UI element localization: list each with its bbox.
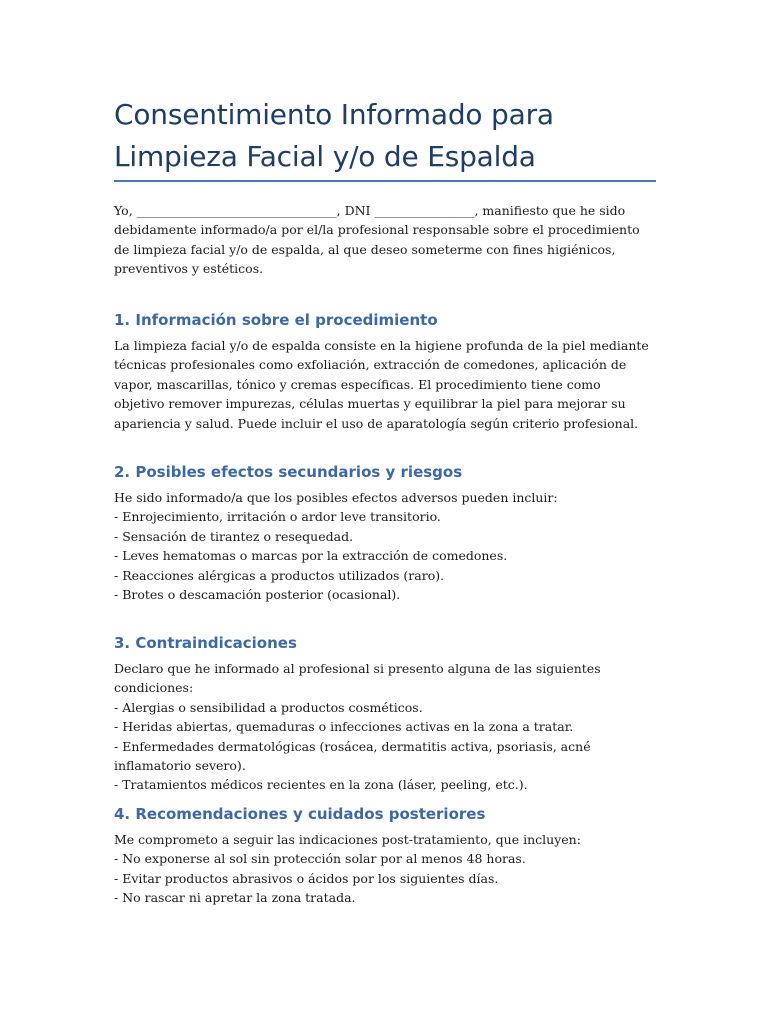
section-paragraph: La limpieza facial y/o de espalda consiste en la higiene profunda de la piel mediante técnicas profesionales como exfoliación, extracción de comedones, aplicación de vapor, mascarillas, tónico y cremas específicas. El procedimiento tiene como objetivo remover impurezas, células muertas y equilibrar la piel para mejorar su apariencia y salud. Puede incluir el uso de aparatología según criterio profesional. [114,338,649,431]
list-item: - Evitar productos abrasivos o ácidos por los siguientes días. [114,870,499,886]
list-item: - Brotes o descamación posterior (ocasional). [114,587,401,603]
list-item: - No rascar ni apretar la zona tratada. [114,890,356,906]
section-procedure-info [114,310,654,433]
section-list [114,488,654,604]
section-list [114,659,654,795]
list-item: He sido informado/a que los posibles efectos adversos pueden incluir: [114,490,558,505]
list-item: - No exponerse al sol sin protección solar por al menos 48 horas. [114,851,526,867]
title-divider [114,180,656,182]
section-heading: 3. Contraindicaciones [114,634,297,652]
section-side-effects [114,462,654,604]
section-aftercare [114,804,654,908]
list-item: Me comprometo a seguir las indicaciones post-tratamiento, que incluyen: [114,832,581,847]
list-item: - Heridas abiertas, quemaduras o infecciones activas en la zona a tratar. [114,719,574,735]
section-contraindications [114,633,654,795]
section-list [114,830,654,908]
section-heading: 2. Posibles efectos secundarios y riesgos [114,463,463,481]
list-item: - Tratamientos médicos recientes en la zona (láser, peeling, etc.). [114,777,528,793]
intro-paragraph: Yo, ________________________________, DNI ________________, manifiesto que he sido debidamente informado/a por el/la profesional responsable sobre el procedimiento de limpieza facial y/o de espalda, al que deseo someterme con fines higiénicos, preventivos y estéticos. [114,203,640,277]
section-heading: 4. Recomendaciones y cuidados posteriores [114,805,486,823]
list-item: - Enrojecimiento, irritación o ardor leve transitorio. [114,509,441,525]
list-item: - Sensación de tirantez o resequedad. [114,528,354,544]
title-line-1: Consentimiento Informado para [114,98,554,131]
list-item: Declaro que he informado al profesional si presento alguna de las siguientes condiciones: [114,661,601,696]
section-heading: 1. Información sobre el procedimiento [114,311,438,329]
list-item: - Enfermedades dermatológicas (rosácea, dermatitis activa, psoriasis, acné inflamatorio severo). [114,738,591,774]
list-item: - Alergias o sensibilidad a productos cosméticos. [114,699,423,715]
title-line-2: Limpieza Facial y/o de Espalda [114,140,536,173]
document-title [114,94,658,178]
list-item: - Leves hematomas o marcas por la extracción de comedones. [114,548,508,564]
list-item: - Reacciones alérgicas a productos utilizados (raro). [114,567,445,583]
